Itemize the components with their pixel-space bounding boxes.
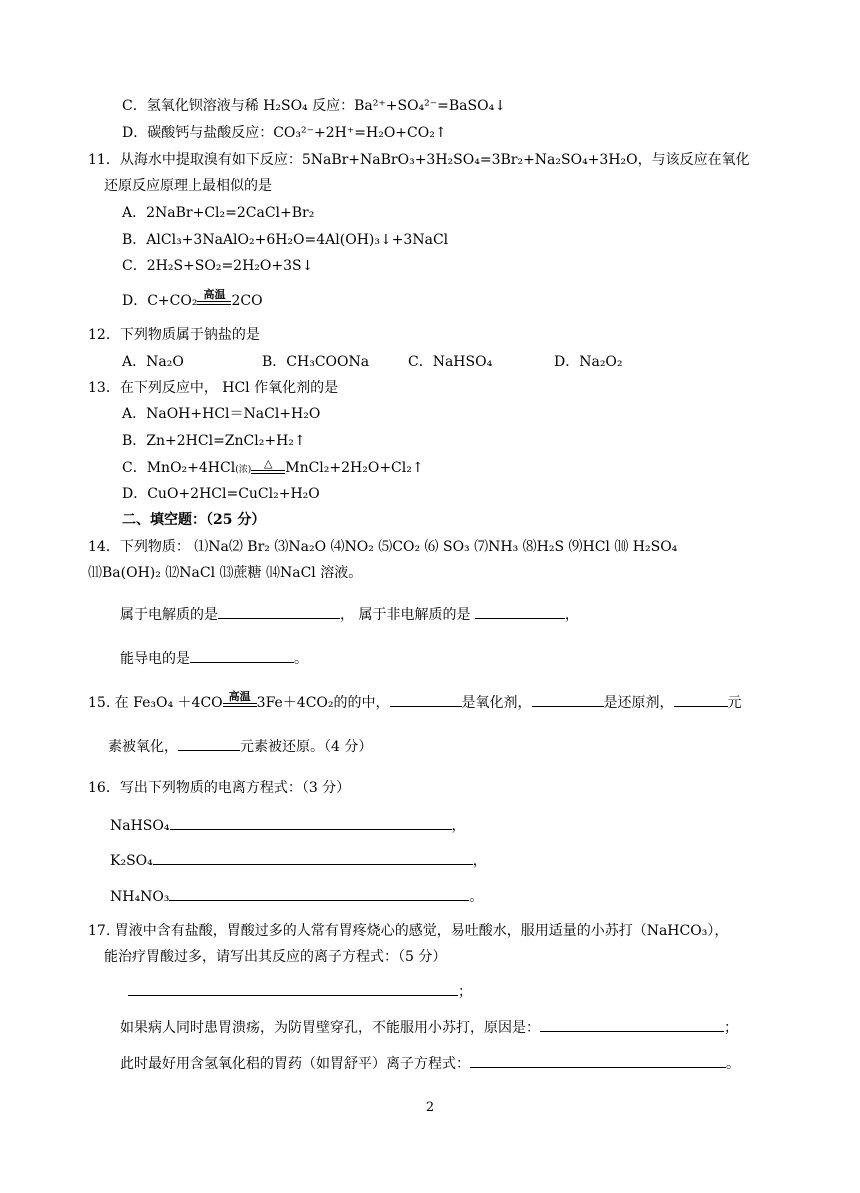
reducer-blank[interactable] [532, 692, 604, 707]
non-electrolyte-blank[interactable] [475, 604, 565, 619]
q11-stem-line1: 11．从海水中提取溴有如下反应：5NaBr+NaBrO₃+3H₂SO₄=3Br₂+Na₂SO₄+3H₂O，与该反应在氧化 [88, 152, 750, 168]
antacid-equation-blank[interactable] [470, 1053, 726, 1068]
q11-option-b: B．AlCl₃+3NaAlO₂+6H₂O=4Al(OH)₃↓+3NaCl [122, 232, 449, 248]
q17-stem-line1: 17. 胃液中含有盐酸，胃酸过多的人常有胃疼烧心的感觉，易吐酸水，服用适量的小苏打（NaHCO₃）， [88, 923, 729, 939]
q14-conductor-line: 能导电的是 。 [120, 648, 308, 669]
q14-electrolyte-line: 属于电解质的是 ， 属于非电解质的是 ， [120, 604, 579, 625]
q17-reason-line: 如果病人同时患胃溃疡，为防胃壁穿孔，不能服用小苏打，原因是： ； [120, 1017, 738, 1038]
nahso4-answer-blank[interactable] [170, 815, 452, 830]
nh4no3-answer-blank[interactable] [169, 886, 469, 901]
heat-equals-sign: △ [251, 460, 285, 480]
q17-ionic-eq-line: ； [128, 981, 472, 1002]
q16-row-nahso4: NaHSO₄ ， [110, 815, 466, 836]
q11-stem-line2: 还原反应原理上最相似的是 [104, 178, 272, 194]
q14-stem-line2: ⑾Ba(OH)₂ ⑿NaCl ⒀蔗糖 ⒁NaCl 溶液。 [88, 565, 363, 581]
q13-stem: 13．在下列反应中， HCl 作氧化剂的是 [88, 380, 339, 396]
electrolyte-blank[interactable] [218, 604, 340, 619]
ionic-equation-blank[interactable] [128, 981, 458, 996]
oxidizer-blank[interactable] [390, 692, 462, 707]
q11-option-c: C．2H₂S+SO₂=2H₂O+3S↓ [122, 258, 314, 274]
q17-antacid-line: 此时最好用含氢氧化稆的胃药（如胃舒平）离子方程式： 。 [120, 1053, 740, 1074]
q13-option-a: A．NaOH+HCl＝NaCl+H₂O [122, 406, 321, 422]
section-heading: 二、填空题：（25 分） [122, 512, 266, 528]
q16-row-nh4no3: NH₄NO₃ 。 [110, 886, 483, 907]
q17-stem-line2: 能治疗胃酸过多，请写出其反应的离子方程式：（5 分） [104, 949, 447, 965]
k2so4-answer-blank[interactable] [153, 850, 473, 865]
q14-stem-line1: 14．下列物质： ⑴Na⑵ Br₂ ⑶Na₂O ⑷NO₂ ⑸CO₂ ⑹ SO₃ ⑺NH₃ ⑻H₂S ⑼HCl ⑽ H₂SO₄ [88, 539, 678, 555]
q15-line2: 素被氧化， 元素被还原。（4 分） [108, 736, 372, 757]
q15-line1: 15. 在 Fe₃O₄ ＋4CO 高温 3Fe＋4CO₂的的中， 是氧化剂， 是还原剂， 元 [88, 690, 742, 711]
reason-blank[interactable] [540, 1017, 724, 1032]
page-number: 2 [425, 1100, 435, 1115]
high-temp-equals-sign: 高温 [197, 291, 231, 311]
high-temp-equals-sign: 高温 [223, 693, 257, 713]
option-c-barium: C．氢氧化钡溶液与稀 H₂SO₄ 反应：Ba²⁺+SO₄²⁻=BaSO₄↓ [122, 98, 506, 114]
conductor-blank[interactable] [190, 648, 294, 663]
q13-option-c: C．MnO₂+4HCl(浓) △ MnCl₂+2H₂O+Cl₂↑ [122, 458, 424, 480]
reduced-element-blank[interactable] [178, 736, 240, 751]
q16-row-k2so4: K₂SO₄ ， [110, 850, 487, 871]
q11-option-d: D．C+CO₂ 高温 2CO [122, 288, 263, 309]
q12-options: A．Na₂O B．CH₃COONa C．NaHSO₄ D．Na₂O₂ [122, 354, 623, 370]
oxidized-element-blank[interactable] [674, 692, 728, 707]
q11-option-a: A．2NaBr+Cl₂=2CaCl+Br₂ [122, 205, 315, 221]
q13-option-d: D．CuO+2HCl=CuCl₂+H₂O [122, 486, 320, 502]
q13-option-b: B．Zn+2HCl=ZnCl₂+H₂↑ [122, 433, 306, 449]
q16-stem: 16．写出下列物质的电离方程式：（3 分） [88, 780, 351, 796]
q12-stem: 12．下列物质属于钠盐的是 [88, 327, 260, 343]
option-d-calcium: D．碳酸钙与盐酸反应：CO₃²⁻+2H⁺=H₂O+CO₂↑ [122, 125, 447, 141]
